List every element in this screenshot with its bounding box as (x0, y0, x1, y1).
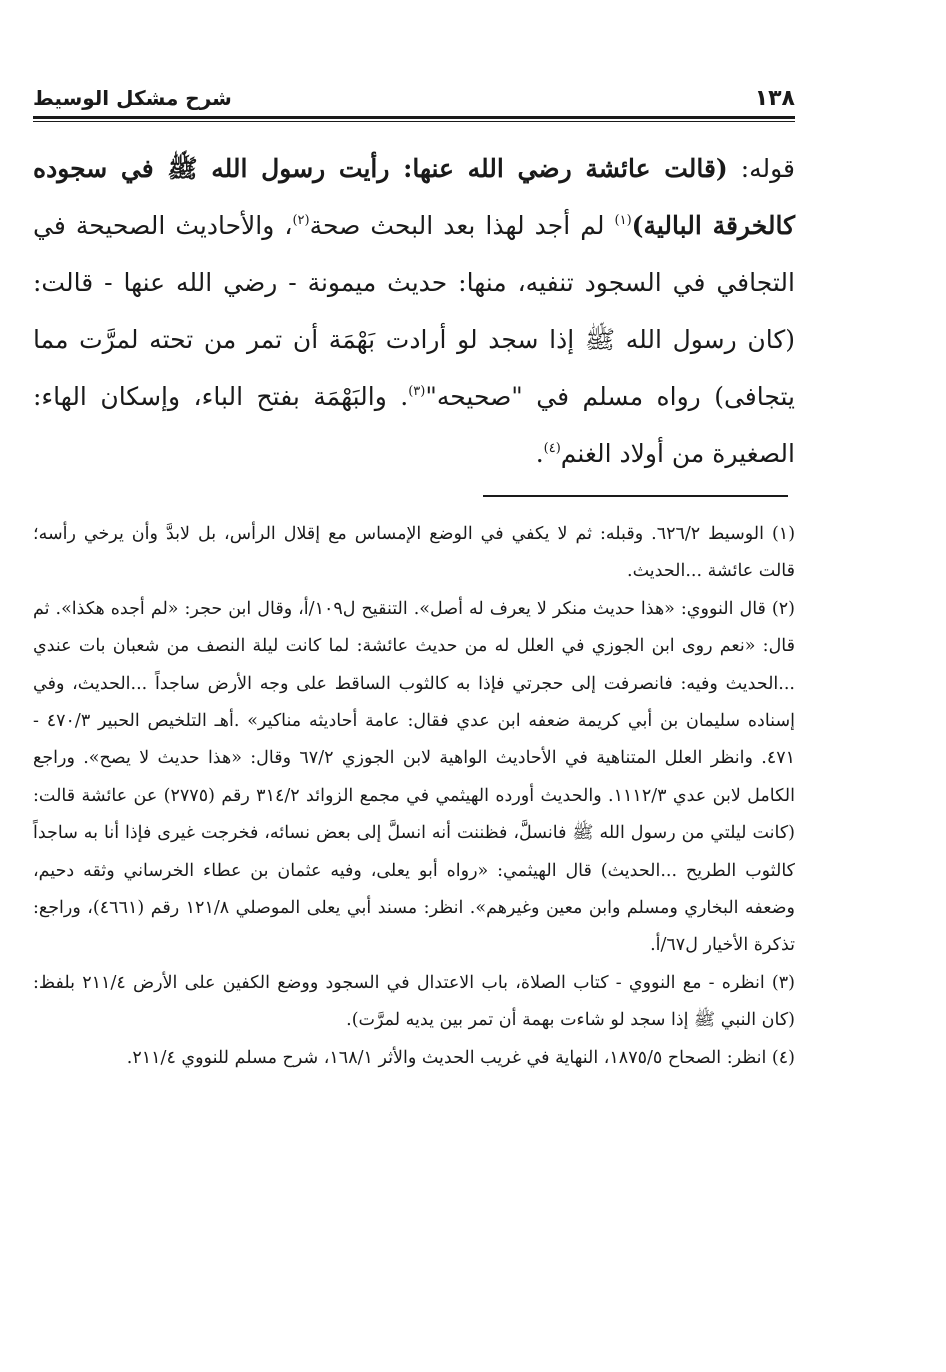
footnotes (33, 516, 795, 1077)
footnote-ref-3: (٣) (408, 384, 426, 399)
footnote-3: (٣) انظره - مع النووي - كتاب الصلاة، باب الاعتدال في السجود ووضع الكفين على الأرض ٢١١/٤ بلفظ: (كان النبي ﷺ إذا سجد لو شاءت بهمة أن تمر بين يديه لمرَّت). (33, 972, 795, 1031)
header-rule-thin (33, 121, 795, 122)
footnote-1: (١) الوسيط ٦٢٦/٢. وقبله: ثم لا يكفي في الوضع الإمساس مع إقلال الرأس، بل لابدَّ وأن يرخي رأسه؛ قالت عائشة ...الحديث. (33, 524, 796, 582)
page-header (33, 82, 795, 122)
main-text (33, 140, 795, 482)
footnote-ref-1: (١) (614, 213, 632, 228)
page-number: ١٣٨ (754, 86, 795, 111)
header-rule-thick (33, 116, 795, 119)
lead-word: قوله: (727, 154, 796, 183)
footnote-4: (٤) انظر: الصحاح ١٨٧٥/٥، النهاية في غريب الحديث والأثر ١٦٨/١، شرح مسلم للنووي ٢١١/٤. (126, 1047, 795, 1068)
main-paragraph (33, 140, 795, 482)
text-segment-3: . والبَهْمَة بفتح الباء، وإسكان الهاء: الصغيرة من أولاد الغنم (33, 382, 795, 468)
text-segment-2: ، والأحاديث الصحيحة في التجافي في السجود تنفيه، منها: حديث ميمونة - رضي الله عنها - قالت: (كان رسول الله ﷺ إذا سجد لو أرادت بَهْمَة أن تمر من تحته لمرَّت مما يتجافى) رواه مسلم في "صحيحه" (33, 211, 795, 411)
text-segment-4: . (535, 439, 544, 468)
text-segment-1: لم أجد لهذا بعد البحث صحة (309, 211, 615, 240)
footnote-ref-4: (٤) (543, 441, 561, 456)
footnote-separator (483, 495, 788, 497)
footnote-2: (٢) قال النووي: «هذا حديث منكر لا يعرف له أصل». التنقيح ل١٠٩/أ، وقال ابن حجر: «لم أجده هكذا». ثم قال: «نعم روى ابن الجوزي في العلل له من حديث عائشة: لما كانت ليلة النصف من شعبان بات عندي ...الحديث وفيه: فانصرفت إلى حجرتي فإذا به كالثوب الساقط على وجه الأرض ساجداً ...الحديث، وفي إسناده سليمان بن أبي كريمة ضعفه ابن عدي فقال: عامة أحاديثه مناكير» .أهـ التلخيص الحبير ٤٧٠/٣ - ٤٧١. وانظر العلل المتناهية في الأحاديث الواهية لابن الجوزي ٦٧/٢ وقال: «هذا حديث لا يصح». وراجع الكامل لابن عدي ١١١٢/٣. والحديث أورده الهيثمي في مجمع الزوائد ٣١٤/٢ رقم (٢٧٧٥) عن عائشة قالت: (كانت ليلتي من رسول الله ﷺ فانسلَّ، فظننت أنه انسلَّ إلى بعض نسائه، فخرجت غيرى فإذا أنا به ساجداً كالثوب الطريح ...الحديث) قال الهيثمي: «رواه أبو يعلى، وفيه عثمان بن عطاء الخرساني وثقه دحيم، وضعفه البخاري ومسلم وابن معين وغيرهم». انظر: مسند أبي يعلى الموصلي ١٢١/٨ رقم (٤٦٦١)، وراجع: تذكرة الأخيار ل٦٧/أ. (33, 598, 796, 956)
quoted-statement: (قالت عائشة رضي الله عنها: رأيت رسول الله ﷺ في سجوده كالخرقة البالية) (33, 154, 795, 240)
running-title: شرح مشكل الوسيط (33, 86, 232, 110)
footnote-ref-2: (٢) (292, 213, 310, 228)
